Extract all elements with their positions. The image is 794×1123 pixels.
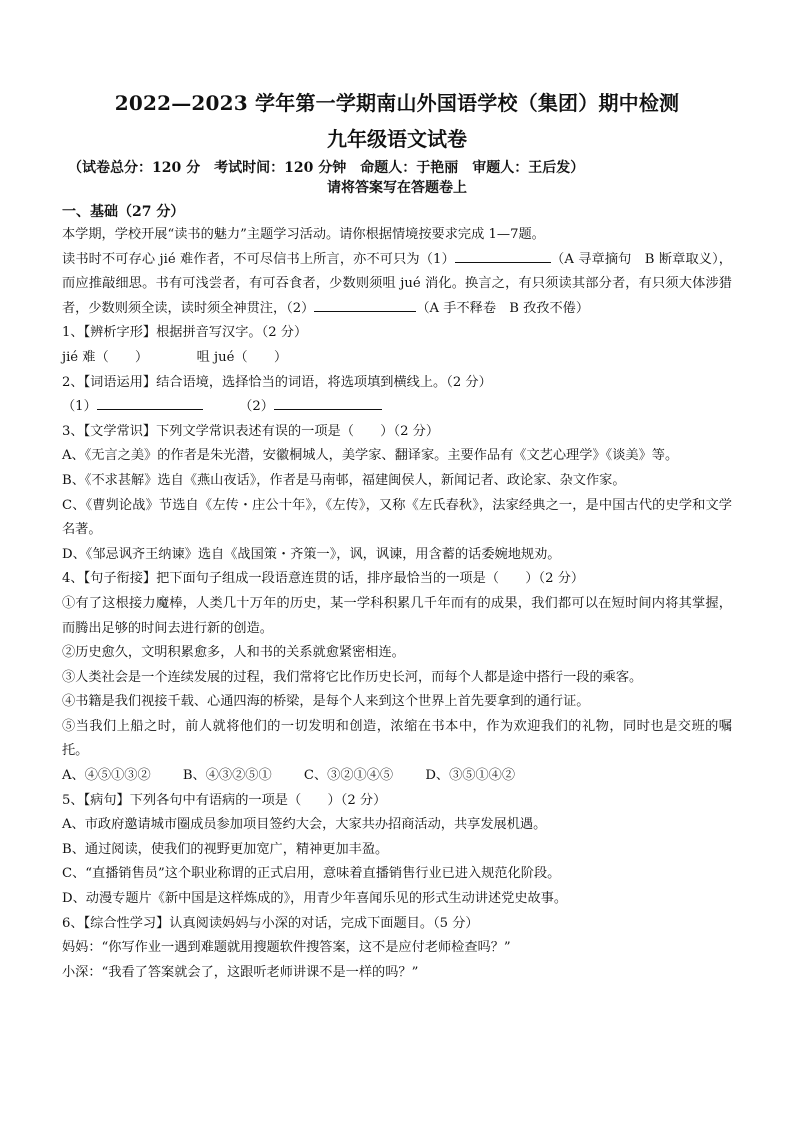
q1-answers bbox=[62, 346, 732, 371]
section-heading: 一、基础（27 分） bbox=[62, 204, 185, 220]
q4-option-b: B、④③②⑤① bbox=[182, 768, 272, 784]
q4-option-a: A、④⑤①③② bbox=[62, 768, 151, 784]
q6-stem: 6、【综合性学习】认真阅读妈妈与小深的对话，完成下面题目。（5 分） bbox=[62, 915, 479, 931]
exam-info: （试卷总分：120 分 考试时间：120 分钟 命题人：于艳丽 审题人：王后发） bbox=[68, 160, 585, 176]
q2-blank-2 bbox=[274, 395, 382, 410]
q2-stem: 2、【词语运用】结合语境，选择恰当的词语，将选项填到横线上。（2 分） bbox=[62, 374, 492, 390]
q1-stem: 1、【辨析字形】根据拼音写汉字。（2 分） bbox=[62, 325, 308, 341]
q5-option-d: D、动漫专题片《新中国是这样炼成的》，用青少年喜闻乐见的形式生动讲述党史故事。 bbox=[62, 891, 568, 907]
q4-sentence-1: ①有了这根接力魔棒，人类几十万年的历史，某一学科积累几千年而有的成果，我们都可以在短时间内将其掌握，而腾出足够的时间去进行新的创造。 bbox=[62, 595, 732, 636]
q2-answers bbox=[62, 395, 732, 420]
q3-option-b: B、《不求甚解》选自《燕山夜话》，作者是马南邨，福建闽侯人，新闻记者、政论家、杂文作家。 bbox=[62, 472, 626, 488]
answer-notice: 请将答案写在答题卷上 bbox=[327, 180, 467, 196]
section-intro: 本学期，学校开展“读书的魅力”主题学习活动。请你根据情境按要求完成 1—7题。 bbox=[62, 227, 545, 242]
q2-item-2: （2） bbox=[239, 399, 274, 415]
q6-dialogue-kid: 小深：“我看了答案就会了，这跟听老师讲课不是一样的吗？” bbox=[62, 964, 419, 980]
reading-passage bbox=[62, 248, 732, 322]
q5-option-c: C、“直播销售员”这个职业称谓的正式启用，意味着直播销售行业已进入规范化阶段。 bbox=[62, 866, 561, 882]
q4-option-d: D、③⑤①④② bbox=[425, 768, 516, 784]
q3-stem: 3、【文学常识】下列文学常识表述有误的一项是（ ）（2 分） bbox=[62, 423, 440, 439]
q5-stem: 5、【病句】下列各句中有语病的一项是（ ）（2 分） bbox=[62, 792, 387, 808]
q4-sentence-5: ⑤当我们上船之时，前人就将他们的一切发明和创造，浓缩在书本中，作为欢迎我们的礼物，同时也是交班的嘱托。 bbox=[62, 718, 732, 759]
exam-subtitle: 九年级语文试卷 bbox=[327, 127, 467, 151]
q1-item-a: jié 难（ ） bbox=[62, 349, 149, 365]
q4-option-c: C、③②①④⑤ bbox=[303, 768, 394, 784]
blank-2 bbox=[314, 297, 416, 312]
q4-sentence-3: ③人类社会是一个连续发展的过程，我们常将它比作历史长河，而每个人都是途中搭行一段的乘客。 bbox=[62, 669, 643, 685]
q2-item-1: （1） bbox=[62, 399, 97, 415]
exam-title: 2022—2023 学年第一学期南山外国语学校（集团）期中检测 bbox=[114, 91, 680, 115]
q4-sentence-2: ②历史愈久，文明积累愈多，人和书的关系就愈紧密相连。 bbox=[62, 645, 405, 661]
passage-part-a: 读书时不可存心 jié 难作者，不可尽信书上所言，亦不可只为（1） bbox=[62, 251, 455, 267]
q5-option-b: B、通过阅读，使我们的视野更加宽广，精神更加丰盈。 bbox=[62, 841, 389, 857]
q4-sentence-4: ④书籍是我们视接千载、心通四海的桥梁，是每个人来到这个世界上首先要拿到的通行证。 bbox=[62, 694, 590, 710]
q1-item-b: 咀 jué（ ） bbox=[196, 349, 288, 365]
q3-option-c: C、《曹刿论战》节选自《左传・庄公十年》，《左传》，又称《左氏春秋》，法家经典之一，是中国古代的史学和文学名著。 bbox=[62, 497, 732, 538]
q4-stem: 4、【句子衔接】把下面句子组成一段语意连贯的话，排序最恰当的一项是（ ）（2 分） bbox=[62, 571, 585, 587]
q3-option-a: A、《无言之美》的作者是朱光潜，安徽桐城人，美学家、翻译家。主要作品有《文艺心理学》《谈美》等。 bbox=[62, 448, 679, 464]
exam-page bbox=[62, 88, 732, 985]
passage-part-b: （A 寻章摘句 B 断章取义），而应推敲细思。书有可浅尝者，有可吞食者，少数则须咀 jué 消化。换言之，有只须读其部分者，有只须大体涉猎者，少数则须全读，读时须全神贯注，（2） bbox=[62, 251, 732, 316]
q4-options bbox=[62, 764, 732, 789]
q2-blank-1 bbox=[97, 395, 203, 410]
q3-option-d: D、《邹忌讽齐王纳谏》选自《战国策・齐策一》，讽，讽谏，用含蓄的话委婉地规劝。 bbox=[62, 546, 561, 562]
blank-1 bbox=[455, 248, 551, 263]
passage-part-c: （A 手不释卷 B 孜孜不倦） bbox=[416, 300, 590, 316]
q6-dialogue-mom: 妈妈：“你写作业一遇到难题就用搜题软件搜答案，这不是应付老师检查吗？” bbox=[62, 940, 511, 956]
q5-option-a: A、市政府邀请城市圈成员参加项目签约大会，大家共办招商活动，共享发展机遇。 bbox=[62, 817, 547, 833]
